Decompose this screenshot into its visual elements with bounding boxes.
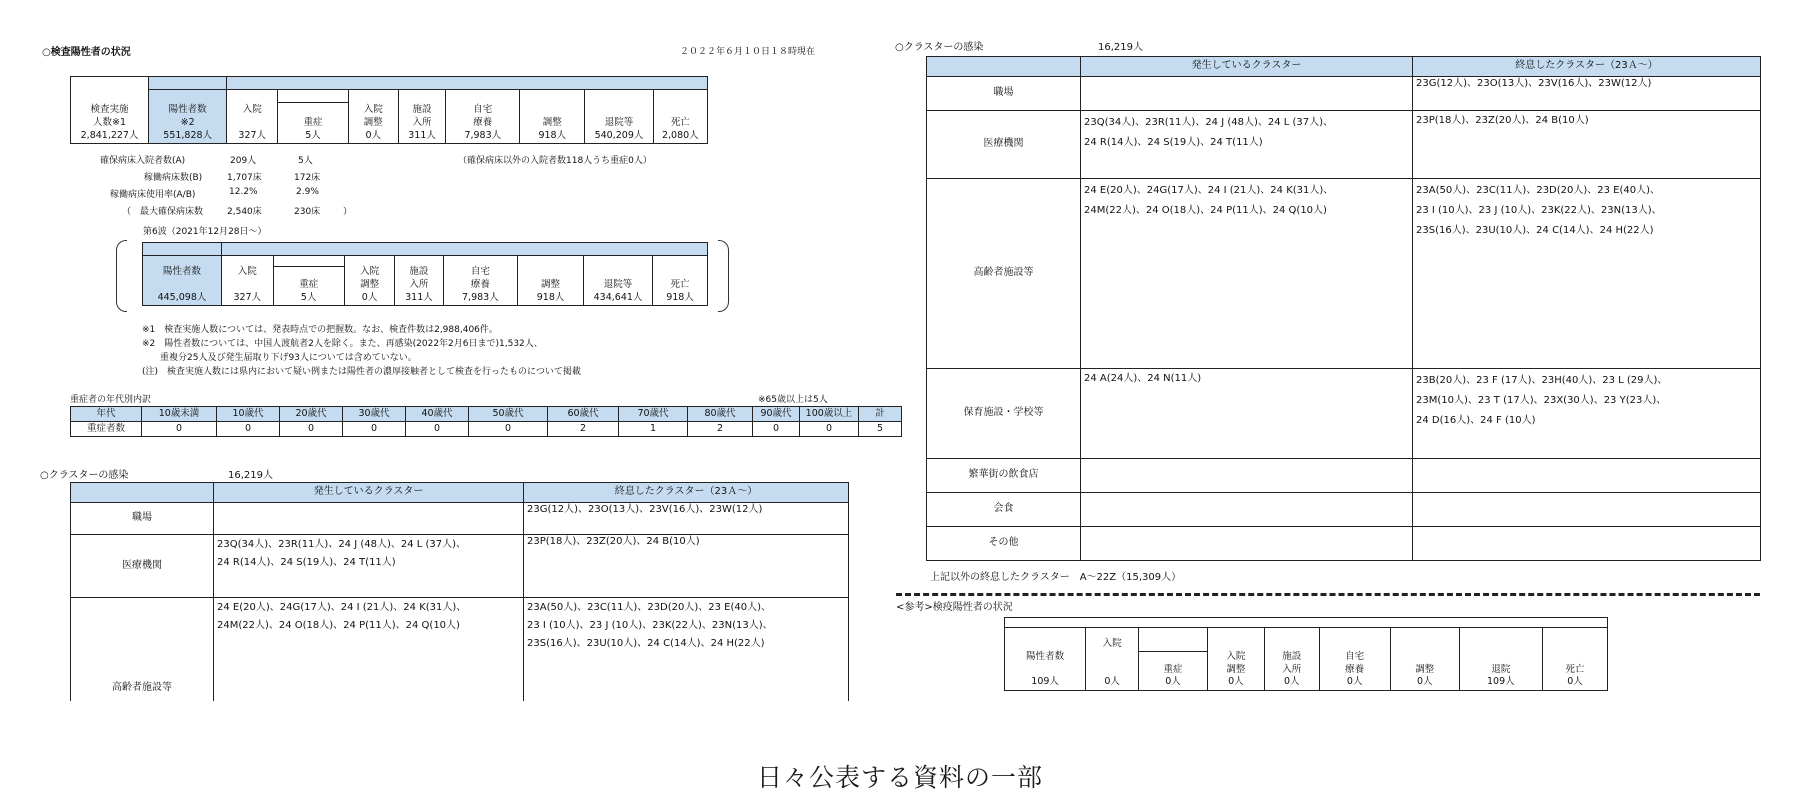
right-cluster-active-header: 発生しているクラスター (1081, 57, 1413, 77)
wave-home-cell: 自宅 療養 7,983人 (443, 256, 518, 306)
age-header-cell: 30歳代 (343, 407, 406, 422)
beds-row1-note: （確保病床以外の入院者数118人うち重症0人） (458, 156, 652, 166)
left-medical-active-2: 24 R(14人)、24 S(19人)、24 T(11人) (217, 557, 396, 568)
right-cluster-title: ○クラスターの感染 (895, 42, 984, 53)
right-school-ended-3: 24 D(16人)、24 F (10人) (1416, 415, 1536, 426)
beds-row2-label: 稼働病床数(B) (144, 173, 203, 183)
right-medical-ended: 23P(18人)、23Z(20人)、24 B(10人) (1416, 115, 1589, 126)
age-value-cell: 0 (142, 422, 217, 437)
wave-right-bracket (718, 240, 729, 312)
wave-adjust-hosp-cell: 入院 調整 0人 (344, 256, 394, 306)
right-school-ended-1: 23B(20人)、23 F (17人)、23H(40人)、23 L (29人)、 (1416, 375, 1668, 386)
left-medical-active-1: 23Q(34人)、23R(11人)、24 J (48人)、24 L (37人)、 (217, 539, 467, 550)
notes (142, 323, 581, 379)
dashed-separator (896, 593, 1760, 596)
age-value-cell: 0 (406, 422, 469, 437)
beds-row1-label: 確保病床入院者数(A) (100, 156, 186, 166)
summary-table (70, 76, 708, 144)
age-value-cell: 0 (800, 422, 859, 437)
wave-discharged-cell: 退院等 434,641人 (583, 256, 652, 306)
age-title: 重症者の年代別内訳 (70, 395, 152, 405)
left-elderly-ended-2: 23 I (10人)、23 J (10人)、23K(22人)、23N(13人)、 (527, 620, 773, 631)
inpatient-cell: 入院 327人 (227, 90, 278, 144)
left-medical-ended: 23P(18人)、23Z(20人)、24 B(10人) (527, 536, 700, 547)
right-row-elderly: 高齢者施設等 (927, 179, 1081, 369)
beds-row3-v2: 2.9% (296, 187, 319, 197)
age-header-cell: 10歳未満 (142, 407, 217, 422)
beds-row4-v2: 230床 (294, 207, 321, 217)
left-row-medical: 医療機関 (71, 535, 214, 598)
age-header-cell: 70歳代 (619, 407, 688, 422)
deaths-cell: 死亡 2,080人 (653, 90, 707, 144)
wave-severe-cell: 重症 5人 (273, 256, 344, 306)
right-row-school: 保育施設・学校等 (927, 369, 1081, 459)
left-cluster-active-header: 発生しているクラスター (214, 483, 524, 503)
note-3: 重複分25人及び発生届取り下げ93人については含めていない。 (142, 353, 417, 363)
left-cluster-total: 16,219人 (228, 470, 273, 481)
right-workplace-ended: 23G(12人)、23O(13人)、23V(16人)、23W(12人) (1416, 78, 1652, 89)
tests-header: 検査実施 人数※1 2,841,227人 (71, 90, 149, 144)
right-elderly-active-2: 24M(22人)、24 O(18人)、24 P(11人)、24 Q(10人) (1084, 205, 1327, 216)
note-4: (注) 検査実施人数には県内において疑い例または陽性者の濃厚接触者として検査を行ったものについて掲載 (142, 367, 581, 377)
ref-adjusting-cell: 調整 0人 (1390, 628, 1459, 691)
age-value-cell: 5 (859, 422, 902, 437)
status-title: ○検査陽性者の状況 (42, 47, 131, 58)
right-elderly-ended-3: 23S(16人)、23U(10人)、24 C(14人)、24 H(22人) (1416, 225, 1654, 236)
age-header-cell: 50歳代 (469, 407, 548, 422)
age-value-cell: 2 (688, 422, 753, 437)
ref-home-cell: 自宅 療養 0人 (1319, 628, 1390, 691)
wave-deaths-cell: 死亡 918人 (653, 256, 708, 306)
note-2: ※2 陽性者数については、中国人渡航者2人を除く。また、再感染(2022年2月6日まで)1,532人、 (142, 339, 543, 349)
image-caption: 日々公表する資料の一部 (756, 763, 1043, 792)
age-header-cell: 60歳代 (548, 407, 619, 422)
wave-facility-cell: 施設 入所 311人 (395, 256, 443, 306)
wave-adjusting-cell: 調整 918人 (518, 256, 584, 306)
age-header-cell: 計 (859, 407, 902, 422)
age-value-cell: 0 (343, 422, 406, 437)
left-elderly-ended-3: 23S(16人)、23U(10人)、24 C(14人)、24 H(22人) (527, 638, 765, 649)
beds-row2-v1: 1,707床 (227, 173, 262, 183)
beds-row4-open: （ (122, 207, 132, 217)
right-row-other: その他 (927, 527, 1081, 561)
beds-row1-v2: 5人 (298, 156, 313, 166)
age-header-cell: 90歳代 (753, 407, 800, 422)
age-value-cell: 1 (619, 422, 688, 437)
wave-inpatient-cell: 入院 327人 (221, 256, 273, 306)
ref-facility-cell: 施設 入所 0人 (1264, 628, 1319, 691)
facility-cell: 施設 入所 311人 (398, 90, 446, 144)
beds-row4-v1: 2,540床 (227, 207, 262, 217)
ref-title: <参考>検疫陽性者の状況 (896, 602, 1013, 613)
age-header-cell: 80歳代 (688, 407, 753, 422)
right-row-medical: 医療機関 (927, 111, 1081, 179)
right-elderly-ended-2: 23 I (10人)、23 J (10人)、23K(22人)、23N(13人)、 (1416, 205, 1662, 216)
right-row-workplace: 職場 (927, 77, 1081, 111)
age-header-cell: 100歳以上 (800, 407, 859, 422)
right-medical-active-2: 24 R(14人)、24 S(19人)、24 T(11人) (1084, 137, 1263, 148)
adjusting-cell: 調整 918人 (520, 90, 585, 144)
right-school-ended-2: 23M(10人)、23 T (17人)、23X(30人)、23 Y(23人)、 (1416, 395, 1667, 406)
left-cluster-title: ○クラスターの感染 (40, 470, 129, 481)
left-elderly-ended-1: 23A(50人)、23C(11人)、23D(20人)、23 E(40人)、 (527, 602, 772, 613)
age-header-cell: 20歳代 (280, 407, 343, 422)
left-row-elderly: 高齢者施設等 (71, 598, 214, 701)
age-value-cell: 2 (548, 422, 619, 437)
left-cluster-ended-header: 終息したクラスター（23Ａ～） (524, 483, 849, 503)
wave-table (142, 242, 708, 306)
right-row-dining: 会食 (927, 493, 1081, 527)
ref-severe-cell: 重症 0人 (1138, 628, 1207, 691)
right-elderly-ended-1: 23A(50人)、23C(11人)、23D(20人)、23 E(40人)、 (1416, 185, 1661, 196)
status-date: ２０２２年６月１０日１８時現在 (680, 47, 816, 57)
severe-cell: 重症 5人 (278, 90, 349, 144)
right-cluster-table (926, 56, 1761, 561)
right-medical-active-1: 23Q(34人)、23R(11人)、24 J (48人)、24 L (37人)、 (1084, 117, 1334, 128)
beds-row2-v2: 172床 (294, 173, 321, 183)
right-row-nightlife: 繁華街の飲食店 (927, 459, 1081, 493)
discharged-cell: 退院等 540,209人 (585, 90, 653, 144)
positive-header: 陽性者数 ※2 551,828人 (149, 90, 227, 144)
age-header-cell: 10歳代 (217, 407, 280, 422)
ref-positive-cell: 陽性者数 109人 (1005, 628, 1086, 691)
age-header-cell: 40歳代 (406, 407, 469, 422)
wave-title: 第6波（2021年12月28日～） (143, 227, 267, 237)
beds-row3-v1: 12.2% (229, 187, 258, 197)
age-value-cell: 0 (469, 422, 548, 437)
left-elderly-active-2: 24M(22人)、24 O(18人)、24 P(11人)、24 Q(10人) (217, 620, 460, 631)
beds-row4-close: ） (343, 207, 353, 217)
right-elderly-active-1: 24 E(20人)、24G(17人)、24 I (21人)、24 K(31人)、 (1084, 185, 1334, 196)
beds-row1-v1: 209人 (230, 156, 257, 166)
right-cluster-corner (927, 57, 1081, 77)
ref-deaths-cell: 死亡 0人 (1542, 628, 1607, 691)
home-cell: 自宅 療養 7,983人 (446, 90, 520, 144)
age-header-label: 年代 (71, 407, 142, 422)
age-value-label: 重症者数 (71, 422, 142, 437)
left-row-workplace: 職場 (71, 503, 214, 535)
right-cluster-total: 16,219人 (1098, 42, 1143, 53)
age-value-cell: 0 (217, 422, 280, 437)
wave-positive-cell: 陽性者数 445,098人 (143, 256, 222, 306)
left-cluster-table (70, 482, 849, 701)
left-elderly-active-1: 24 E(20人)、24G(17人)、24 I (21人)、24 K(31人)、 (217, 602, 467, 613)
ref-inpatient-cell: 入院 0人 (1086, 628, 1139, 691)
ref-table (1004, 617, 1608, 691)
age-note: ※65歳以上は5人 (758, 395, 828, 405)
left-workplace-ended: 23G(12人)、23O(13人)、23V(16人)、23W(12人) (527, 504, 763, 515)
left-cluster-corner (71, 483, 214, 503)
age-table (70, 406, 902, 437)
age-value-cell: 0 (280, 422, 343, 437)
beds-row4-label: 最大確保病床数 (140, 207, 204, 217)
age-value-cell: 0 (753, 422, 800, 437)
adjust-hosp-cell: 入院 調整 0人 (348, 90, 398, 144)
right-cluster-footer: 上記以外の終息したクラスター A～22Z（15,309人） (930, 572, 1182, 583)
ref-discharged-cell: 退院 109人 (1459, 628, 1542, 691)
right-school-active: 24 A(24人)、24 N(11人) (1084, 373, 1202, 384)
beds-row3-label: 稼働病床使用率(A/B) (110, 190, 196, 200)
wave-left-bracket (116, 240, 127, 312)
right-cluster-ended-header: 終息したクラスター（23Ａ～） (1413, 57, 1761, 77)
ref-adjust-hosp-cell: 入院 調整 0人 (1208, 628, 1265, 691)
note-1: ※1 検査実施人数については、発表時点での把握数。なお、検査件数は2,988,406件。 (142, 325, 498, 335)
